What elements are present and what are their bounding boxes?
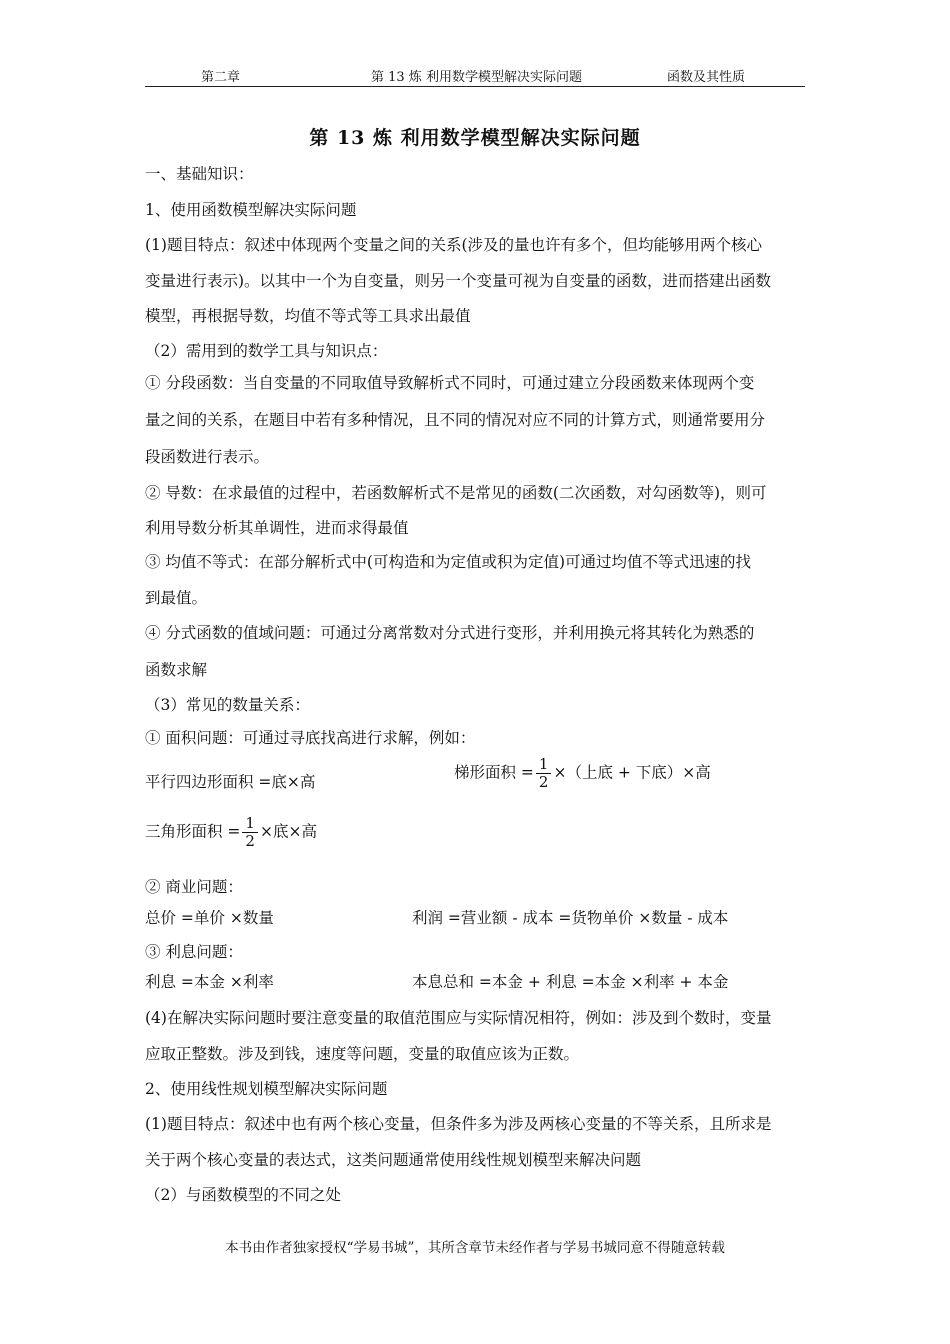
formula-total-price: 总价 =单价 ×数量 [145,909,274,927]
text-line: ① 面积问题：可通过寻底找高进行求解，例如： [145,729,476,747]
text-line: （2）与函数模型的不同之处 [145,1186,341,1204]
text-line: 利用导数分析其单调性，进而求得最值 [145,519,409,537]
text-line: 模型，再根据导数，均值不等式等工具求出最值 [145,307,471,325]
formula-interest: 利息 =本金 ×利率 [145,973,274,991]
formula-rest: ×底×高 [259,822,317,841]
page-title: 第 13 炼 利用数学模型解决实际问题 [309,127,641,149]
text-line: 变量进行表示)。以其中一个为自变量，则另一个变量可视为自变量的函数，进而搭建出函数 [145,272,772,290]
header-topic: 函数及其性质 [667,70,746,85]
formula-parallelogram: 平行四边形面积 =底×高 [145,773,316,791]
text-line: 到最值。 [145,589,208,607]
text-line: （2）需用到的数学工具与知识点： [145,342,388,360]
fraction-denominator: 2 [538,773,549,791]
formula-profit: 利润 =营业额 - 成本 =货物单价 ×数量 - 成本 [412,909,729,927]
formula-label: 梯形面积 = [454,763,534,782]
text-line: ④ 分式函数的值域问题：可通过分离常数对分式进行变形，并利用换元将其转化为熟悉的 [145,624,755,642]
text-line: ② 商业问题： [145,878,243,896]
fraction-denominator: 2 [245,832,255,850]
text-line: ③ 均值不等式：在部分解析式中(可构造和为定值或积为定值)可通过均值不等式迅速的找 [145,553,752,571]
page-header [145,66,805,87]
formula-label: 三角形面积 = [145,822,241,841]
text-line: 函数求解 [145,661,208,679]
text-line: (1)题目特点：叙述中也有两个核心变量，但条件多为涉及两核心变量的不等关系，且所求是 [145,1115,772,1133]
fraction [242,815,258,850]
formula-trapezoid [454,756,711,791]
text-line: ① 分段函数：当自变量的不同取值导致解析式不同时，可通过建立分段函数来体现两个变 [145,374,755,392]
fraction [536,756,552,791]
subsection-heading: 1、使用函数模型解决实际问题 [145,201,357,219]
formula-rest: ×（上底 + 下底）×高 [553,763,711,782]
fraction-numerator: 1 [536,756,552,774]
text-line: 关于两个核心变量的表达式，这类问题通常使用线性规划模型来解决问题 [145,1151,642,1169]
fraction-numerator: 1 [242,815,258,833]
subsection-heading: 2、使用线性规划模型解决实际问题 [145,1080,388,1098]
formula-triangle [145,815,317,850]
text-line: (1)题目特点：叙述中体现两个变量之间的关系(涉及的量也许有多个，但均能够用两个核心 [145,236,763,254]
text-line: （3）常见的数量关系： [145,696,310,714]
formula-total-sum: 本息总和 =本金 + 利息 =本金 ×利率 + 本金 [412,973,729,991]
text-line: ② 导数：在求最值的过程中，若函数解析式不是常见的函数(二次函数，对勾函数等)，则可 [145,484,767,502]
header-section: 第 13 炼 利用数学模型解决实际问题 [371,70,582,85]
text-line: ③ 利息问题： [145,943,243,961]
page-footer: 本书由作者独家授权“学易书城”，其所含章节未经作者与学易书城同意不得随意转载 [225,1240,725,1256]
text-line: 应取正整数。涉及到钱，速度等问题，变量的取值应该为正数。 [145,1045,580,1063]
header-chapter: 第二章 [201,70,241,85]
text-line: 量之间的关系，在题目中若有多种情况，且不同的情况对应不同的计算方式，则通常要用分 [145,411,766,429]
section-heading: 一、基础知识： [145,165,254,183]
text-line: (4)在解决实际问题时要注意变量的取值范围应与实际情况相符，例如：涉及到个数时，变量 [145,1009,772,1027]
text-line: 段函数进行表示。 [145,448,270,466]
